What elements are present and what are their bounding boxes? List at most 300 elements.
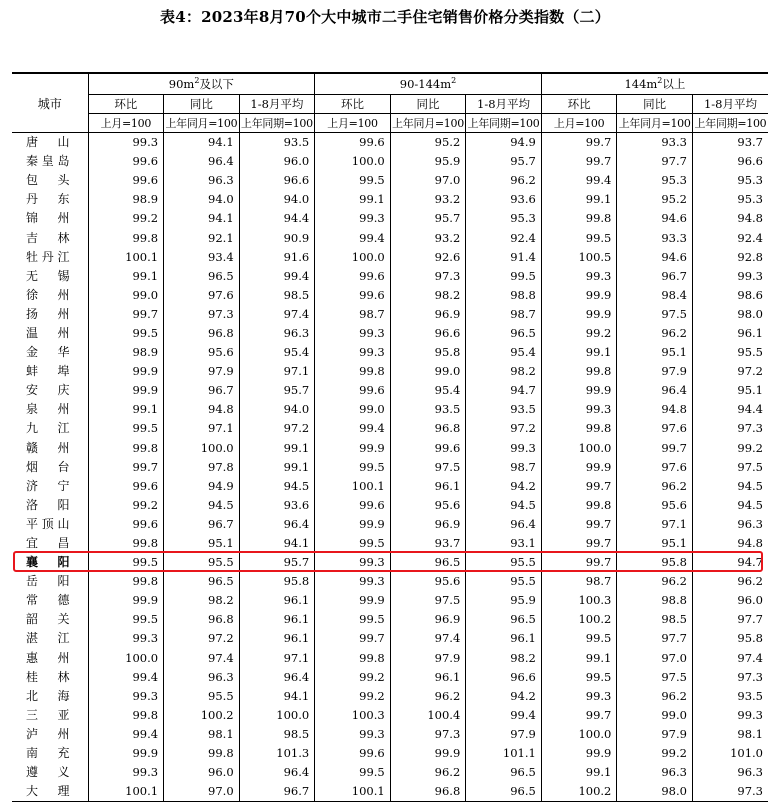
value-cell: 99.9 [88, 744, 164, 763]
value-cell: 99.1 [239, 439, 315, 458]
value-cell: 94.9 [466, 133, 542, 153]
value-cell: 95.3 [692, 171, 768, 190]
value-cell: 100.1 [88, 782, 164, 802]
value-cell: 96.1 [239, 629, 315, 648]
value-cell: 99.7 [617, 439, 693, 458]
value-cell: 99.5 [315, 458, 391, 477]
value-cell: 93.6 [239, 496, 315, 515]
value-cell: 99.0 [617, 706, 693, 725]
value-cell: 97.3 [390, 725, 466, 744]
base-label-avg: 上年同期=100 [466, 114, 542, 133]
base-label-yoy: 上年同月=100 [164, 114, 240, 133]
value-cell: 90.9 [239, 228, 315, 247]
value-cell: 96.4 [239, 515, 315, 534]
city-name-cell: 常德 [12, 591, 88, 610]
value-cell: 93.6 [466, 190, 542, 209]
table-row [12, 133, 768, 153]
value-cell: 95.2 [390, 133, 466, 153]
table-row [12, 439, 768, 458]
value-cell: 99.8 [541, 209, 617, 228]
value-cell: 99.6 [315, 496, 391, 515]
table-title: 表4：2023年8月70个大中城市二手住宅销售价格分类指数（二） [160, 8, 610, 26]
value-cell: 94.1 [239, 534, 315, 553]
value-cell: 99.6 [88, 477, 164, 496]
value-cell: 96.2 [692, 572, 768, 591]
table-row [12, 458, 768, 477]
value-cell: 99.8 [541, 419, 617, 438]
value-cell: 99.9 [315, 515, 391, 534]
value-cell: 94.0 [239, 400, 315, 419]
value-cell: 100.1 [315, 477, 391, 496]
value-cell: 99.8 [88, 439, 164, 458]
value-cell: 99.5 [466, 267, 542, 286]
value-cell: 94.8 [617, 400, 693, 419]
value-cell: 100.1 [88, 248, 164, 267]
value-cell: 95.8 [692, 629, 768, 648]
value-cell: 99.3 [88, 687, 164, 706]
value-cell: 97.3 [692, 782, 768, 802]
subheader-avg: 1-8月平均 [692, 95, 768, 114]
table-row [12, 267, 768, 286]
value-cell: 100.5 [541, 248, 617, 267]
value-cell: 97.9 [390, 649, 466, 668]
base-label-avg: 上年同期=100 [692, 114, 768, 133]
value-cell: 99.5 [315, 610, 391, 629]
value-cell: 98.8 [466, 286, 542, 305]
value-cell: 95.1 [617, 343, 693, 362]
city-name-cell: 韶关 [12, 610, 88, 629]
value-cell: 95.6 [164, 343, 240, 362]
value-cell: 99.6 [315, 286, 391, 305]
value-cell: 92.4 [466, 228, 542, 247]
value-cell: 99.4 [88, 668, 164, 687]
value-cell: 100.2 [164, 706, 240, 725]
value-cell: 99.5 [88, 553, 164, 572]
base-label-mom: 上月=100 [541, 114, 617, 133]
value-cell: 99.3 [466, 439, 542, 458]
city-name-cell: 泸州 [12, 725, 88, 744]
value-cell: 95.8 [239, 572, 315, 591]
table-row [12, 744, 768, 763]
table-row [12, 286, 768, 305]
value-cell: 96.3 [164, 171, 240, 190]
value-cell: 94.5 [164, 496, 240, 515]
value-cell: 94.8 [692, 534, 768, 553]
value-cell: 97.4 [164, 649, 240, 668]
value-cell: 99.1 [541, 763, 617, 782]
value-cell: 100.1 [315, 782, 391, 802]
value-cell: 95.8 [617, 553, 693, 572]
value-cell: 96.0 [239, 152, 315, 171]
city-name-cell: 烟台 [12, 458, 88, 477]
city-name-cell: 北海 [12, 687, 88, 706]
value-cell: 93.3 [617, 228, 693, 247]
value-cell: 99.1 [88, 400, 164, 419]
table-row [12, 534, 768, 553]
value-cell: 100.3 [541, 591, 617, 610]
value-cell: 92.1 [164, 228, 240, 247]
value-cell: 99.0 [390, 362, 466, 381]
city-name-cell: 丹东 [12, 190, 88, 209]
value-cell: 94.7 [692, 553, 768, 572]
value-cell: 94.5 [692, 477, 768, 496]
table-row [12, 381, 768, 400]
value-cell: 99.9 [541, 381, 617, 400]
value-cell: 96.3 [692, 763, 768, 782]
table-row [12, 343, 768, 362]
value-cell: 97.0 [617, 649, 693, 668]
value-cell: 96.7 [617, 267, 693, 286]
value-cell: 96.5 [164, 572, 240, 591]
value-cell: 99.7 [88, 305, 164, 324]
subheader-mom: 环比 [315, 95, 391, 114]
value-cell: 94.5 [239, 477, 315, 496]
value-cell: 96.4 [164, 152, 240, 171]
value-cell: 96.8 [164, 324, 240, 343]
table-row [12, 496, 768, 515]
value-cell: 97.7 [692, 610, 768, 629]
table-row [12, 171, 768, 190]
value-cell: 99.3 [88, 629, 164, 648]
value-cell: 95.2 [617, 190, 693, 209]
subheader-avg: 1-8月平均 [239, 95, 315, 114]
city-name-cell: 吉林 [12, 228, 88, 247]
value-cell: 99.5 [541, 629, 617, 648]
value-cell: 100.2 [541, 610, 617, 629]
value-cell: 99.7 [315, 629, 391, 648]
table-row [12, 190, 768, 209]
value-cell: 96.6 [466, 668, 542, 687]
value-cell: 97.2 [164, 629, 240, 648]
value-cell: 95.5 [692, 343, 768, 362]
value-cell: 97.9 [466, 725, 542, 744]
value-cell: 97.3 [390, 267, 466, 286]
value-cell: 100.4 [390, 706, 466, 725]
value-cell: 93.5 [239, 133, 315, 153]
value-cell: 101.3 [239, 744, 315, 763]
value-cell: 98.2 [466, 362, 542, 381]
value-cell: 97.5 [617, 668, 693, 687]
value-cell: 99.8 [541, 362, 617, 381]
value-cell: 99.4 [88, 725, 164, 744]
value-cell: 99.3 [541, 687, 617, 706]
value-cell: 101.1 [466, 744, 542, 763]
value-cell: 96.5 [466, 763, 542, 782]
value-cell: 99.5 [315, 171, 391, 190]
value-cell: 99.6 [88, 171, 164, 190]
value-cell: 95.6 [390, 572, 466, 591]
table-row [12, 725, 768, 744]
city-name-cell: 遵义 [12, 763, 88, 782]
value-cell: 95.6 [617, 496, 693, 515]
value-cell: 99.3 [541, 267, 617, 286]
value-cell: 93.5 [390, 400, 466, 419]
value-cell: 94.4 [239, 209, 315, 228]
city-name-cell: 九江 [12, 419, 88, 438]
table-row [12, 782, 768, 802]
value-cell: 99.8 [164, 744, 240, 763]
subheader-mom: 环比 [88, 95, 164, 114]
value-cell: 97.6 [617, 419, 693, 438]
base-label-mom: 上月=100 [315, 114, 391, 133]
value-cell: 94.0 [239, 190, 315, 209]
value-cell: 99.3 [692, 706, 768, 725]
base-label-avg: 上年同期=100 [239, 114, 315, 133]
value-cell: 95.7 [239, 553, 315, 572]
value-cell: 96.6 [692, 152, 768, 171]
table-row [12, 591, 768, 610]
city-name-cell: 锦州 [12, 209, 88, 228]
city-column-header: 城市 [12, 73, 88, 133]
value-cell: 97.0 [164, 782, 240, 802]
value-cell: 99.3 [541, 400, 617, 419]
city-name-cell: 洛阳 [12, 496, 88, 515]
value-cell: 96.5 [466, 610, 542, 629]
table-row [12, 553, 768, 572]
value-cell: 99.2 [315, 668, 391, 687]
value-cell: 94.1 [239, 687, 315, 706]
value-cell: 100.3 [315, 706, 391, 725]
value-cell: 97.7 [617, 629, 693, 648]
value-cell: 98.7 [541, 572, 617, 591]
value-cell: 96.3 [164, 668, 240, 687]
value-cell: 97.1 [164, 419, 240, 438]
value-cell: 99.2 [692, 439, 768, 458]
value-cell: 99.5 [315, 534, 391, 553]
value-cell: 99.1 [541, 190, 617, 209]
value-cell: 99.2 [315, 687, 391, 706]
value-cell: 99.1 [541, 343, 617, 362]
price-index-table-container [12, 72, 768, 802]
value-cell: 94.5 [692, 496, 768, 515]
value-cell: 99.9 [315, 591, 391, 610]
value-cell: 99.9 [88, 362, 164, 381]
city-name-cell: 桂林 [12, 668, 88, 687]
value-cell: 94.1 [164, 209, 240, 228]
group-header-small: $90m^2$及以下 [88, 73, 315, 95]
city-name-cell: 唐山 [12, 133, 88, 153]
value-cell: 99.3 [315, 209, 391, 228]
group-header-large: $144m^2$以上 [541, 73, 768, 95]
value-cell: 95.5 [466, 572, 542, 591]
value-cell: 98.8 [617, 591, 693, 610]
subheader-yoy: 同比 [164, 95, 240, 114]
value-cell: 96.3 [692, 515, 768, 534]
value-cell: 98.6 [692, 286, 768, 305]
value-cell: 99.5 [541, 228, 617, 247]
table-row [12, 515, 768, 534]
subheader-avg: 1-8月平均 [466, 95, 542, 114]
table-row [12, 649, 768, 668]
city-name-cell: 牡丹江 [12, 248, 88, 267]
city-name-cell: 温州 [12, 324, 88, 343]
city-name-cell: 无锡 [12, 267, 88, 286]
city-name-cell: 南充 [12, 744, 88, 763]
city-name-cell: 湛江 [12, 629, 88, 648]
value-cell: 96.5 [164, 267, 240, 286]
value-cell: 96.2 [617, 687, 693, 706]
value-cell: 95.1 [692, 381, 768, 400]
value-cell: 99.4 [315, 419, 391, 438]
value-cell: 97.2 [692, 362, 768, 381]
value-cell: 98.0 [617, 782, 693, 802]
value-cell: 101.0 [692, 744, 768, 763]
value-cell: 99.3 [315, 572, 391, 591]
value-cell: 95.3 [692, 190, 768, 209]
value-cell: 96.7 [164, 515, 240, 534]
value-cell: 96.5 [466, 324, 542, 343]
value-cell: 99.2 [88, 209, 164, 228]
value-cell: 98.1 [692, 725, 768, 744]
value-cell: 94.6 [617, 248, 693, 267]
value-cell: 96.4 [239, 668, 315, 687]
value-cell: 94.6 [617, 209, 693, 228]
table-row [12, 706, 768, 725]
table-row [12, 209, 768, 228]
value-cell: 97.9 [617, 362, 693, 381]
value-cell: 99.1 [88, 267, 164, 286]
value-cell: 95.5 [164, 687, 240, 706]
value-cell: 97.1 [239, 649, 315, 668]
base-label-yoy: 上年同月=100 [617, 114, 693, 133]
city-name-cell: 惠州 [12, 649, 88, 668]
value-cell: 96.8 [164, 610, 240, 629]
value-cell: 95.4 [390, 381, 466, 400]
value-cell: 100.0 [541, 725, 617, 744]
value-cell: 98.4 [617, 286, 693, 305]
city-name-cell: 秦皇岛 [12, 152, 88, 171]
value-cell: 91.4 [466, 248, 542, 267]
city-name-cell: 宜昌 [12, 534, 88, 553]
value-cell: 97.5 [692, 458, 768, 477]
table-row [12, 572, 768, 591]
table-row [12, 668, 768, 687]
value-cell: 96.2 [617, 572, 693, 591]
value-cell: 98.5 [617, 610, 693, 629]
value-cell: 96.3 [617, 763, 693, 782]
value-cell: 97.5 [390, 591, 466, 610]
city-name-cell: 安庆 [12, 381, 88, 400]
value-cell: 96.2 [466, 171, 542, 190]
value-cell: 96.3 [239, 324, 315, 343]
city-name-cell: 襄阳 [12, 553, 88, 572]
value-cell: 99.7 [541, 133, 617, 153]
value-cell: 96.7 [239, 782, 315, 802]
value-cell: 96.9 [390, 515, 466, 534]
value-cell: 97.2 [239, 419, 315, 438]
value-cell: 99.3 [315, 553, 391, 572]
city-name-cell: 金华 [12, 343, 88, 362]
value-cell: 100.2 [541, 782, 617, 802]
value-cell: 98.2 [164, 591, 240, 610]
value-cell: 96.2 [390, 687, 466, 706]
value-cell: 99.6 [315, 744, 391, 763]
value-cell: 99.6 [315, 133, 391, 153]
value-cell: 95.7 [466, 152, 542, 171]
value-cell: 99.7 [541, 706, 617, 725]
value-cell: 95.1 [617, 534, 693, 553]
value-cell: 94.2 [466, 687, 542, 706]
value-cell: 93.7 [390, 534, 466, 553]
city-name-cell: 大理 [12, 782, 88, 802]
table-row [12, 419, 768, 438]
value-cell: 99.6 [390, 439, 466, 458]
value-cell: 96.1 [239, 610, 315, 629]
value-cell: 99.6 [315, 381, 391, 400]
value-cell: 98.5 [239, 725, 315, 744]
value-cell: 99.8 [88, 572, 164, 591]
value-cell: 99.2 [617, 744, 693, 763]
table-body [12, 133, 768, 802]
value-cell: 99.6 [315, 267, 391, 286]
group-header-medium: $90-144m^2$ [315, 73, 542, 95]
value-cell: 94.4 [692, 400, 768, 419]
value-cell: 97.7 [617, 152, 693, 171]
value-cell: 95.5 [466, 553, 542, 572]
city-name-cell: 蚌埠 [12, 362, 88, 381]
value-cell: 99.3 [88, 133, 164, 153]
table-row [12, 305, 768, 324]
subheader-yoy: 同比 [617, 95, 693, 114]
value-cell: 98.9 [88, 343, 164, 362]
value-cell: 93.5 [466, 400, 542, 419]
value-cell: 100.0 [88, 649, 164, 668]
table-row [12, 362, 768, 381]
value-cell: 97.3 [692, 419, 768, 438]
value-cell: 99.5 [88, 419, 164, 438]
value-cell: 99.9 [541, 458, 617, 477]
value-cell: 97.4 [390, 629, 466, 648]
value-cell: 97.1 [617, 515, 693, 534]
value-cell: 99.3 [692, 267, 768, 286]
value-cell: 98.5 [239, 286, 315, 305]
value-cell: 99.9 [88, 591, 164, 610]
city-name-cell: 扬州 [12, 305, 88, 324]
value-cell: 99.3 [315, 725, 391, 744]
value-cell: 96.7 [164, 381, 240, 400]
value-cell: 96.1 [239, 591, 315, 610]
value-cell: 95.9 [390, 152, 466, 171]
value-cell: 95.1 [164, 534, 240, 553]
value-cell: 96.1 [390, 668, 466, 687]
value-cell: 93.4 [164, 248, 240, 267]
value-cell: 99.9 [541, 286, 617, 305]
value-cell: 97.4 [239, 305, 315, 324]
value-cell: 94.8 [164, 400, 240, 419]
value-cell: 95.4 [466, 343, 542, 362]
value-cell: 99.6 [88, 515, 164, 534]
value-cell: 99.1 [239, 458, 315, 477]
city-name-cell: 包头 [12, 171, 88, 190]
value-cell: 94.7 [466, 381, 542, 400]
value-cell: 99.4 [239, 267, 315, 286]
value-cell: 96.6 [239, 171, 315, 190]
value-cell: 98.0 [692, 305, 768, 324]
value-cell: 96.1 [390, 477, 466, 496]
value-cell: 99.7 [541, 152, 617, 171]
value-cell: 95.4 [239, 343, 315, 362]
value-cell: 96.2 [390, 763, 466, 782]
value-cell: 99.3 [315, 343, 391, 362]
value-cell: 96.2 [617, 477, 693, 496]
table-row [12, 324, 768, 343]
value-cell: 96.4 [239, 763, 315, 782]
value-cell: 97.3 [164, 305, 240, 324]
value-cell: 96.9 [390, 305, 466, 324]
value-cell: 97.9 [164, 362, 240, 381]
value-cell: 95.5 [164, 553, 240, 572]
value-cell: 94.0 [164, 190, 240, 209]
